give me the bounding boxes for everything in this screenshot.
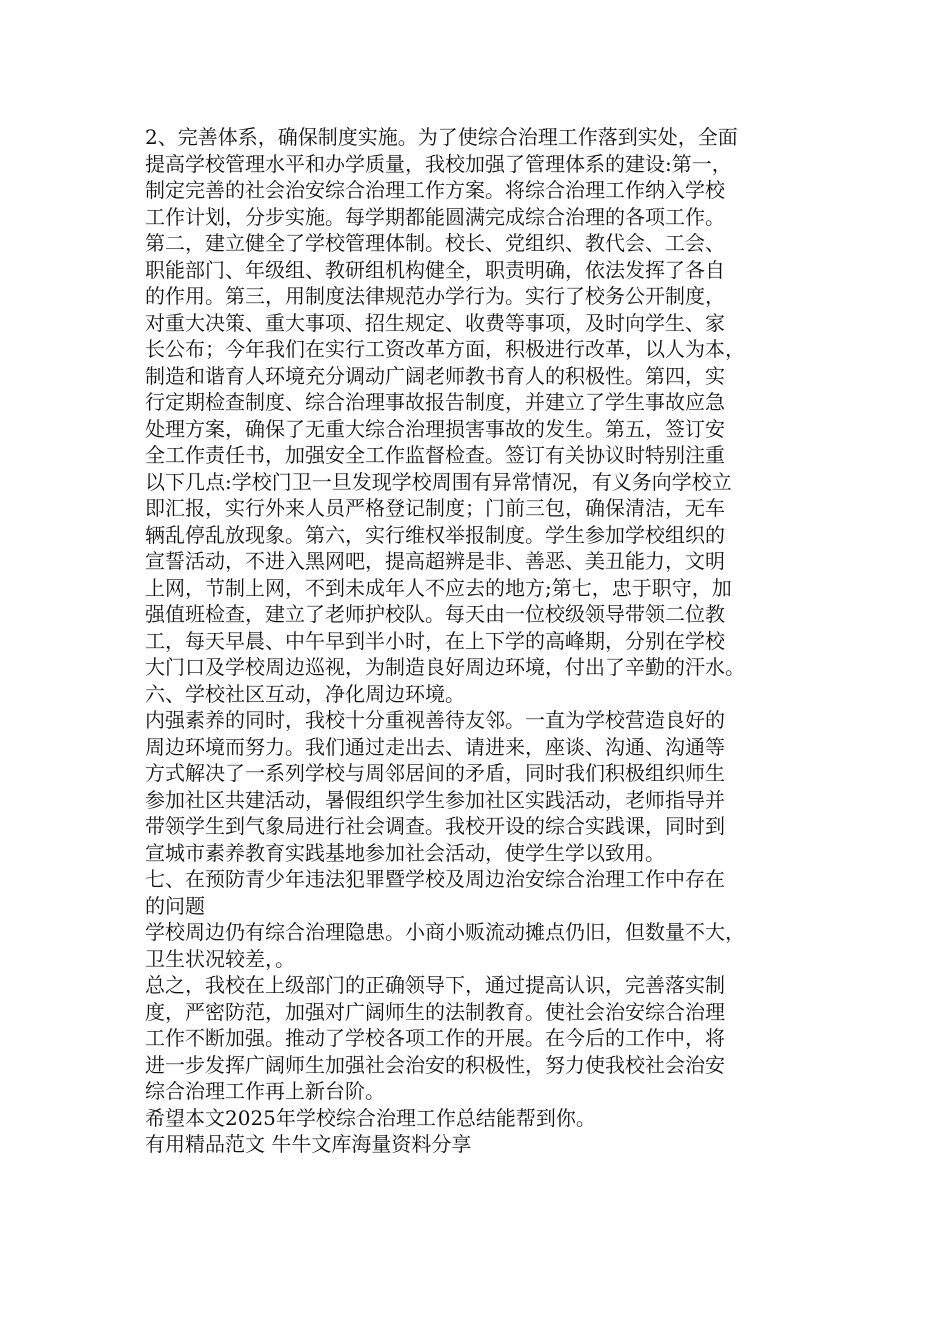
section-heading: 七、在预防青少年违法犯罪暨学校及周边治安综合治理工作中存在 bbox=[145, 867, 725, 891]
text-line: 进一步发挥广阔师生加强社会治安的积极性，努力使我校社会治安 bbox=[145, 1052, 725, 1077]
text-line: 工作计划，分步实施。每学期都能圆满完成综合治理的各项工作。 bbox=[145, 204, 725, 229]
text-line: 带领学生到气象局进行社会调查。我校开设的综合实践课，同时到 bbox=[145, 814, 725, 838]
text-line: 学校周边仍有综合治理隐患。小商小贩流动摊点仍旧，但数量不大， bbox=[145, 920, 745, 944]
text-line: 周边环境而努力。我们通过走出去、请进来，座谈、沟通、沟通等 bbox=[145, 734, 725, 759]
text-line: 对重大决策、重大事项、招生规定、收费等事项，及时向学生、家 bbox=[145, 310, 725, 335]
text-line: 全工作责任书，加强安全工作监督检查。签订有关协议时特别注重 bbox=[145, 443, 725, 467]
text-line: 第二，建立健全了学校管理体制。校长、党组织、教代会、工会、 bbox=[145, 231, 725, 255]
section-heading: 的问题 bbox=[145, 893, 205, 918]
text-line: 卫生状况较差，。 bbox=[145, 946, 295, 971]
text-line: 方式解决了一系列学校与周邻居间的矛盾，同时我们积极组织师生 bbox=[145, 761, 725, 785]
text-line: 工作不断加强。推动了学校各项工作的开展。在今后的工作中，将 bbox=[145, 1026, 725, 1050]
text-line: 度，严密防范，加强对广阔师生的法制教育。使社会治安综合治理 bbox=[145, 999, 725, 1024]
text-line: 以下几点:学校门卫一旦发现学校周围有异常情况，有义务向学校立 bbox=[145, 469, 732, 494]
footer-line: 有用精品范文 牛牛文库海量资料分享 bbox=[145, 1132, 472, 1156]
text-line: 总之，我校在上级部门的正确领导下，通过提高认识，完善落实制 bbox=[145, 973, 725, 997]
text-line: 强值班检查，建立了老师护校队。每天由一位校级领导带领二位教 bbox=[145, 602, 725, 626]
text-line: 综合治理工作再上新台阶。 bbox=[145, 1079, 385, 1103]
text-line: 内强素养的同时，我校十分重视善待友邻。一直为学校营造良好的 bbox=[145, 708, 725, 732]
text-line: 制定完善的社会治安综合治理工作方案。将综合治理工作纳入学校 bbox=[145, 178, 725, 202]
text-line: 工，每天早晨、中午早到半小时，在上下学的高峰期，分别在学校 bbox=[145, 628, 725, 653]
text-line: 长公布；今年我们在实行工资改革方面，积极进行改革，以人为本， bbox=[145, 337, 745, 361]
document-body bbox=[145, 124, 805, 1158]
text-line: 上网，节制上网，不到未成年人不应去的地方;第七，忠于职守，加 bbox=[145, 575, 732, 600]
closing-line: 希望本文2025年学校综合治理工作总结能帮到你。 bbox=[145, 1105, 596, 1130]
section-heading: 六、学校社区互动，净化周边环境。 bbox=[145, 681, 465, 706]
text-line: 宣誓活动，不进入黑网吧，提高超辨是非、善恶、美丑能力，文明 bbox=[145, 549, 725, 573]
text-line: 辆乱停乱放现象。第六，实行维权举报制度。学生参加学校组织的 bbox=[145, 522, 725, 547]
text-line: 职能部门、年级组、教研组机构健全，职责明确，依法发挥了各自 bbox=[145, 257, 725, 282]
text-line: 宣城市素养教育实践基地参加社会活动，使学生学以致用。 bbox=[145, 840, 665, 865]
text-line: 行定期检查制度、综合治理事故报告制度，并建立了学生事故应急 bbox=[145, 390, 725, 414]
text-line: 大门口及学校周边巡视，为制造良好周边环境，付出了辛勤的汗水。 bbox=[145, 655, 745, 679]
text-line: 处理方案，确保了无重大综合治理损害事故的发生。第五，签订安 bbox=[145, 416, 725, 441]
text-line: 提高学校管理水平和办学质量，我校加强了管理体系的建设:第一， bbox=[145, 151, 732, 176]
text-line: 2、完善体系，确保制度实施。为了使综合治理工作落到实处，全面 bbox=[145, 125, 738, 149]
text-line: 参加社区共建活动，暑假组织学生参加社区实践活动，老师指导并 bbox=[145, 787, 725, 812]
text-line: 制造和谐育人环境充分调动广阔老师教书育人的积极性。第四，实 bbox=[145, 363, 725, 388]
text-line: 即汇报，实行外来人员严格登记制度；门前三包，确保清洁，无车 bbox=[145, 496, 725, 520]
text-line: 的作用。第三，用制度法律规范办学行为。实行了校务公开制度， bbox=[145, 284, 725, 308]
